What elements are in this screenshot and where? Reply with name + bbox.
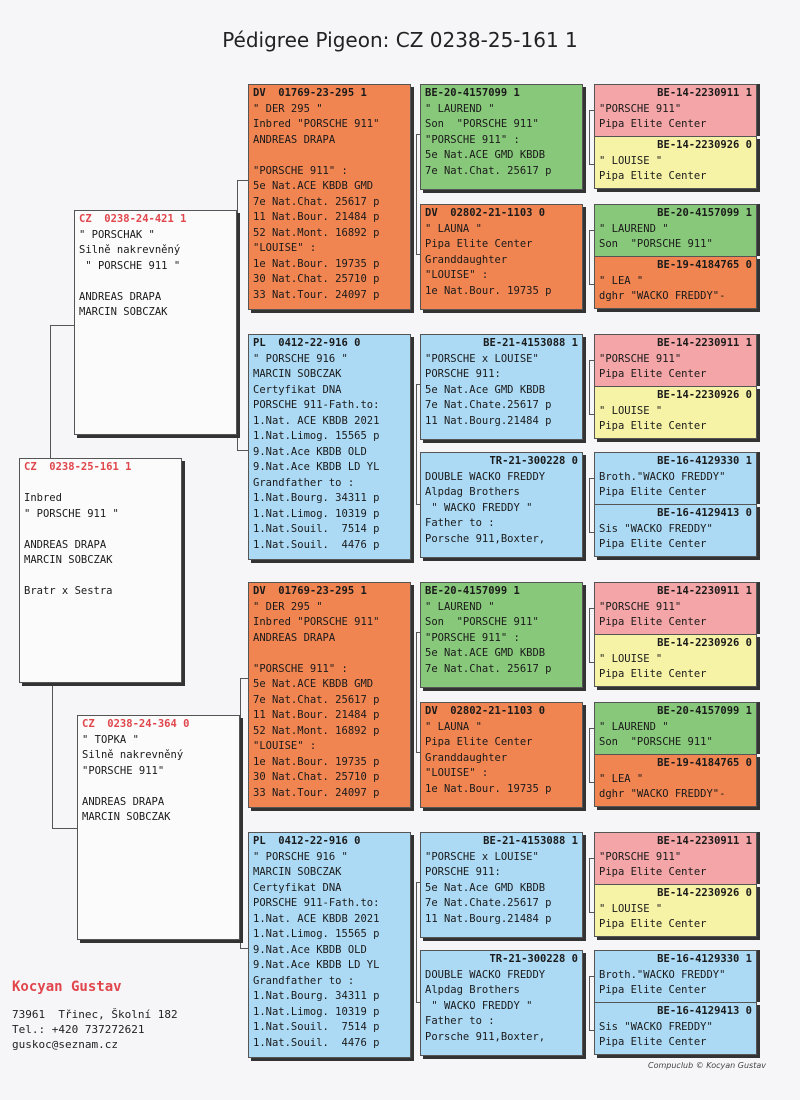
pedigree-line: Inbred xyxy=(24,492,62,504)
pedigree-line: 1.Nat.Souil. 7514 p xyxy=(253,523,380,535)
pedigree-line: "PORSCHE 911" : xyxy=(253,164,348,177)
pedigree-line: 9.Nat.Ace KBDB LD YL xyxy=(253,959,380,971)
pedigree-line: ANDREAS DRAPA xyxy=(82,795,165,808)
connector-line xyxy=(589,858,590,912)
paternal-granddam-card xyxy=(248,334,411,560)
pedigree-line: " LAUNA " xyxy=(425,720,482,733)
connector-line xyxy=(50,325,51,460)
pedigree-line: "LOUISE" : xyxy=(253,740,317,752)
connector-line xyxy=(237,180,238,450)
pedigree-line: Pipa Elite Center xyxy=(425,238,533,250)
pedigree-line: 1.Nat.Souil. 4476 p xyxy=(253,538,380,551)
pedigree-line: 11 Nat.Bourg.21484 p xyxy=(425,414,552,427)
connector-line xyxy=(589,360,590,414)
pedigree-line: "PORSCHE 911" xyxy=(82,764,165,777)
ring-number: BE-19-4184765 0 xyxy=(657,259,752,271)
pedigree-line: DOUBLE WACKO FREDDY xyxy=(425,968,546,981)
mother-card xyxy=(77,715,240,940)
pedigree-line: Sis "WACKO FREDDY" xyxy=(599,1020,713,1033)
ring-number: BE-21-4153088 1 xyxy=(483,337,578,349)
pedigree-line: 1.Nat. ACE KBDB 2021 xyxy=(253,912,380,925)
pedigree-line xyxy=(24,569,177,585)
paternal-gg-launa-card xyxy=(420,204,583,310)
ring-number: BE-21-4153088 1 xyxy=(483,835,578,847)
pedigree-line: " LOUISE " xyxy=(599,902,663,915)
pedigree-line: MARCIN SOBCZAK xyxy=(79,306,168,318)
paternal-g5-louise-card xyxy=(594,136,757,189)
pedigree-line: 1e Nat.Bour. 19735 p xyxy=(425,284,552,297)
pedigree-line: Broth."WACKO FREDDY" xyxy=(599,470,726,483)
pedigree-line: 1.Nat. ACE KBDB 2021 xyxy=(253,414,380,427)
paternal-g5-porsche911-card xyxy=(594,84,757,136)
connector-line xyxy=(589,230,590,284)
pedigree-line: 5e Nat.ACE GMD KBDB xyxy=(425,149,546,161)
pedigree-line: " PORSCHE 911 " xyxy=(24,507,119,520)
pedigree-line: 11 Nat.Bour. 21484 p xyxy=(253,211,380,223)
ring-number: BE-14-2230926 0 xyxy=(657,637,752,649)
pedigree-line: 9.Nat.Ace KBDB OLD xyxy=(253,445,367,458)
pedigree-line: 5e Nat.ACE KBDB GMD xyxy=(253,180,374,192)
ring-number: BE-16-4129330 1 xyxy=(657,455,752,467)
pedigree-line: Porsche 911,Boxter, xyxy=(425,1030,546,1043)
ring-number: BE-20-4157099 1 xyxy=(657,705,752,717)
pedigree-line: "PORSCHE x LOUISE" xyxy=(425,352,539,365)
ring-number: TR-21-300228 0 xyxy=(489,953,578,965)
pedigree-line: MARCIN SOBCZAK xyxy=(253,368,342,380)
ring-number: BE-19-4184765 0 xyxy=(657,757,752,769)
pedigree-line: 52 Nat.Mont. 16892 p xyxy=(253,724,380,737)
pedigree-line: "PORSCHE 911" : xyxy=(253,662,348,675)
pedigree-line: Pipa Elite Center xyxy=(425,736,533,748)
pedigree-line: Pipa Elite Center xyxy=(599,368,707,380)
maternal-granddam-card xyxy=(248,832,411,1058)
pedigree-line: 9.Nat.Ace KBDB OLD xyxy=(253,943,367,956)
pedigree-line: 5e Nat.ACE KBDB GMD xyxy=(253,678,374,690)
pedigree-line: Silně nakrevněný xyxy=(79,244,181,256)
pedigree-line: 30 Nat.Chat. 25710 p xyxy=(253,273,380,285)
pedigree-line: 33 Nat.Tour. 24097 p xyxy=(253,786,380,799)
pedigree-line: 1e Nat.Bour. 19735 p xyxy=(425,782,552,795)
pedigree-line: " WACKO FREDDY " xyxy=(425,999,533,1012)
pedigree-line: "PORSCHE 911" xyxy=(599,352,682,365)
maternal-g5-broth-card xyxy=(594,950,757,1002)
maternal-g5-sis-card xyxy=(594,1002,757,1055)
pedigree-line: "PORSCHE 911" : xyxy=(425,133,520,146)
breeder-contact xyxy=(12,980,178,1052)
pedigree-line: MARCIN SOBCZAK xyxy=(253,866,342,878)
connector-line xyxy=(240,948,248,949)
ring-number: BE-20-4157099 1 xyxy=(425,585,520,597)
ring-number: BE-14-2230926 0 xyxy=(657,139,752,151)
pedigree-line: "LOUISE" : xyxy=(425,269,489,281)
pedigree-line: Certyfikat DNA xyxy=(253,383,342,396)
pedigree-line: "PORSCHE x LOUISE" xyxy=(425,850,539,863)
pedigree-line: 1.Nat.Limog. 10319 p xyxy=(253,1005,380,1018)
maternal-g5b-porsche911-card xyxy=(594,832,757,884)
pedigree-line: dghr "WACKO FREDDY"- xyxy=(599,290,726,302)
pedigree-line: 30 Nat.Chat. 25710 p xyxy=(253,771,380,783)
ring-number: BE-20-4157099 1 xyxy=(657,207,752,219)
ring-number: DV 01769-23-295 1 xyxy=(253,585,367,597)
pedigree-line xyxy=(253,148,406,164)
pedigree-line: Silně nakrevněný xyxy=(82,749,184,761)
ring-number: DV 01769-23-295 1 xyxy=(253,87,367,99)
pedigree-line: Porsche 911,Boxter, xyxy=(425,532,546,545)
pedigree-line xyxy=(253,646,406,662)
pedigree-line: " LOUISE " xyxy=(599,652,663,665)
connector-line xyxy=(589,976,590,1030)
pedigree-line: " TOPKA " xyxy=(82,733,139,746)
ring-number: DV 02802-21-1103 0 xyxy=(425,207,546,219)
pedigree-line: Son "PORSCHE 911" xyxy=(425,118,539,130)
connector-line xyxy=(237,180,248,181)
pedigree-line: " LAUREND " xyxy=(425,600,495,613)
pedigree-line: ANDREAS DRAPA xyxy=(253,133,336,146)
pedigree-line: " LAUNA " xyxy=(425,222,482,235)
pedigree-line: 52 Nat.Mont. 16892 p xyxy=(253,226,380,239)
pedigree-line: "PORSCHE 911" xyxy=(599,850,682,863)
pedigree-line: Pipa Elite Center xyxy=(599,170,707,182)
ring-number: TR-21-300228 0 xyxy=(489,455,578,467)
paternal-g5b-louise-card xyxy=(594,386,757,439)
pedigree-line: 1.Nat.Limog. 15565 p xyxy=(253,430,380,442)
ring-number: BE-14-2230911 1 xyxy=(657,835,752,847)
pedigree-line: ANDREAS DRAPA xyxy=(79,290,162,303)
pedigree-line: 5e Nat.Ace GMD KBDB xyxy=(425,383,546,396)
connector-line xyxy=(416,632,417,752)
father-card xyxy=(74,210,237,435)
pedigree-line: 7e Nat.Chate.25617 p xyxy=(425,897,552,909)
pedigree-line: 5e Nat.Ace GMD KBDB xyxy=(425,881,546,894)
pedigree-line: 9.Nat.Ace KBDB LD YL xyxy=(253,461,380,473)
pedigree-line: Alpdag Brothers xyxy=(425,486,520,498)
pedigree-line: Alpdag Brothers xyxy=(425,984,520,996)
pedigree-line: ANDREAS DRAPA xyxy=(253,631,336,644)
pedigree-line: Pipa Elite Center xyxy=(599,866,707,878)
pedigree-line: " LEA " xyxy=(599,772,644,785)
connector-line xyxy=(589,608,590,662)
pedigree-line xyxy=(82,779,235,795)
pedigree-line: Bratr x Sestra xyxy=(24,585,113,597)
pedigree-line: Pipa Elite Center xyxy=(599,668,707,680)
pedigree-line: " PORSCHE 916 " xyxy=(253,352,348,365)
pedigree-line: " LAUREND " xyxy=(599,222,669,235)
pedigree-line: PORSCHE 911-Fath.to: xyxy=(253,897,380,909)
paternal-g5-sis-card xyxy=(594,504,757,557)
ring-number: BE-16-4129413 0 xyxy=(657,507,752,519)
pedigree-line: Pipa Elite Center xyxy=(599,538,707,550)
pedigree-line: Inbred "PORSCHE 911" xyxy=(253,616,380,628)
ring-number: BE-14-2230911 1 xyxy=(657,87,752,99)
pedigree-line: 1.Nat.Bourg. 34311 p xyxy=(253,492,380,504)
connector-line xyxy=(589,110,590,164)
maternal-gg-porsche-louise-card xyxy=(420,832,583,938)
maternal-grandsire-card xyxy=(248,582,411,808)
paternal-gg-wacko-card xyxy=(420,452,583,558)
maternal-gg-wacko-card xyxy=(420,950,583,1056)
pedigree-line: 5e Nat.ACE GMD KBDB xyxy=(425,647,546,659)
pedigree-line: Grandfather to : xyxy=(253,974,355,987)
pedigree-line: dghr "WACKO FREDDY"- xyxy=(599,788,726,800)
pedigree-line: 7e Nat.Chat. 25617 p xyxy=(425,164,552,177)
pedigree-line: 1.Nat.Souil. 4476 p xyxy=(253,1036,380,1049)
paternal-g5-broth-card xyxy=(594,452,757,504)
pedigree-line: PORSCHE 911: xyxy=(425,368,501,380)
pedigree-line: Father to : xyxy=(425,1015,495,1027)
connector-line xyxy=(589,728,590,782)
pedigree-line: Granddaughter xyxy=(425,751,508,764)
pedigree-line: Father to : xyxy=(425,517,495,529)
pedigree-line: "LOUISE" : xyxy=(425,767,489,779)
pedigree-line: Pipa Elite Center xyxy=(599,486,707,498)
pedigree-line: Certyfikat DNA xyxy=(253,881,342,894)
pedigree-line: "PORSCHE 911" xyxy=(599,102,682,115)
pedigree-line: 1e Nat.Bour. 19735 p xyxy=(253,257,380,270)
pedigree-line: " LEA " xyxy=(599,274,644,287)
pedigree-line: "LOUISE" : xyxy=(253,242,317,254)
ring-number: CZ 0238-25-161 1 xyxy=(24,461,132,473)
pedigree-line: " PORSCHE 916 " xyxy=(253,850,348,863)
connector-line xyxy=(416,384,417,504)
footer-credit: Compuclub © Kocyan Gustav xyxy=(648,1061,766,1070)
breeder-phone: Tel.: +420 737272621 xyxy=(12,1023,145,1036)
pedigree-line: 7e Nat.Chat. 25617 p xyxy=(253,693,380,706)
pedigree-line: "PORSCHE 911" xyxy=(599,600,682,613)
connector-line xyxy=(52,683,53,828)
maternal-g5-porsche911-card xyxy=(594,582,757,634)
pedigree-line: Pipa Elite Center xyxy=(599,420,707,432)
pedigree-line: " LAUREND " xyxy=(425,102,495,115)
ring-number: BE-14-2230911 1 xyxy=(657,585,752,597)
pedigree-line: Granddaughter xyxy=(425,253,508,266)
pedigree-line: " LAUREND " xyxy=(599,720,669,733)
pedigree-line: " DER 295 " xyxy=(253,600,323,613)
pedigree-line: " WACKO FREDDY " xyxy=(425,501,533,514)
ring-number: CZ 0238-24-364 0 xyxy=(82,718,190,730)
ring-number: PL 0412-22-916 0 xyxy=(253,337,361,349)
pedigree-line: 1.Nat.Limog. 10319 p xyxy=(253,507,380,520)
pedigree-line: 11 Nat.Bour. 21484 p xyxy=(253,709,380,721)
pedigree-line xyxy=(79,274,232,290)
breeder-email[interactable]: guskoc@seznam.cz xyxy=(12,1038,118,1051)
paternal-g5b-porsche911-card xyxy=(594,334,757,386)
pedigree-line: Pipa Elite Center xyxy=(599,984,707,996)
connector-line xyxy=(416,134,417,254)
pedigree-line: MARCIN SOBCZAK xyxy=(82,811,171,823)
ring-number: BE-16-4129413 0 xyxy=(657,1005,752,1017)
maternal-g5-lea-card xyxy=(594,754,757,807)
pedigree-line: PORSCHE 911: xyxy=(425,866,501,878)
pedigree-line: Pipa Elite Center xyxy=(599,918,707,930)
maternal-g5b-louise-card xyxy=(594,884,757,937)
pedigree-line: PORSCHE 911-Fath.to: xyxy=(253,399,380,411)
pedigree-line: Pipa Elite Center xyxy=(599,1036,707,1048)
maternal-g5-laurend-card xyxy=(594,702,757,754)
pedigree-line: 1.Nat.Limog. 15565 p xyxy=(253,928,380,940)
pedigree-line xyxy=(24,476,177,492)
pedigree-line: Pipa Elite Center xyxy=(599,118,707,130)
ring-number: BE-16-4129330 1 xyxy=(657,953,752,965)
pedigree-line: " PORSCHAK " xyxy=(79,228,155,241)
connector-line xyxy=(240,678,248,679)
ring-number: BE-14-2230911 1 xyxy=(657,337,752,349)
connector-line xyxy=(589,478,590,532)
pedigree-line: Broth."WACKO FREDDY" xyxy=(599,968,726,981)
subject-pigeon-card xyxy=(19,458,182,683)
breeder-name: Kocyan Gustav xyxy=(12,979,122,995)
connector-line xyxy=(237,450,248,451)
ring-number: BE-20-4157099 1 xyxy=(425,87,520,99)
pedigree-line: 1.Nat.Souil. 7514 p xyxy=(253,1021,380,1033)
ring-number: CZ 0238-24-421 1 xyxy=(79,213,187,225)
maternal-gg-laurend-card xyxy=(420,582,583,688)
connector-line xyxy=(240,678,241,948)
connector-line xyxy=(416,882,417,1002)
pedigree-line: " LOUISE " xyxy=(599,404,663,417)
paternal-g5-laurend-card xyxy=(594,204,757,256)
pedigree-line: 33 Nat.Tour. 24097 p xyxy=(253,288,380,301)
paternal-g5-lea-card xyxy=(594,256,757,309)
connector-line xyxy=(52,828,77,829)
pedigree-line: 7e Nat.Chat. 25617 p xyxy=(253,195,380,208)
pedigree-line: DOUBLE WACKO FREDDY xyxy=(425,470,546,483)
pedigree-line: Son "PORSCHE 911" xyxy=(425,616,539,628)
pedigree-line: 7e Nat.Chate.25617 p xyxy=(425,399,552,411)
ring-number: PL 0412-22-916 0 xyxy=(253,835,361,847)
breeder-address: 73961 Třinec, Školní 182 xyxy=(12,1008,178,1021)
pedigree-line: Pipa Elite Center xyxy=(599,616,707,628)
pedigree-line: 11 Nat.Bourg.21484 p xyxy=(425,912,552,925)
pedigree-line: Sis "WACKO FREDDY" xyxy=(599,522,713,535)
ring-number: BE-14-2230926 0 xyxy=(657,887,752,899)
pedigree-line: " DER 295 " xyxy=(253,102,323,115)
page-title: Pédigree Pigeon: CZ 0238-25-161 1 xyxy=(222,28,578,52)
pedigree-line: 7e Nat.Chat. 25617 p xyxy=(425,662,552,675)
pedigree-line: "PORSCHE 911" : xyxy=(425,631,520,644)
pedigree-line: Grandfather to : xyxy=(253,476,355,489)
pedigree-line: Son "PORSCHE 911" xyxy=(599,736,713,748)
pedigree-line: 1e Nat.Bour. 19735 p xyxy=(253,755,380,768)
pedigree-line: " LOUISE " xyxy=(599,154,663,167)
paternal-gg-laurend-card xyxy=(420,84,583,190)
pedigree-line: 1.Nat.Bourg. 34311 p xyxy=(253,990,380,1002)
pedigree-line: Inbred "PORSCHE 911" xyxy=(253,118,380,130)
maternal-gg-launa-card xyxy=(420,702,583,808)
ring-number: DV 02802-21-1103 0 xyxy=(425,705,546,717)
pedigree-line: MARCIN SOBCZAK xyxy=(24,554,113,566)
paternal-gg-porsche-louise-card xyxy=(420,334,583,440)
connector-line xyxy=(50,325,74,326)
paternal-grandsire-card xyxy=(248,84,411,310)
pedigree-line: " PORSCHE 911 " xyxy=(79,259,181,272)
pedigree-line: ANDREAS DRAPA xyxy=(24,538,107,551)
ring-number: BE-14-2230926 0 xyxy=(657,389,752,401)
pedigree-line: Son "PORSCHE 911" xyxy=(599,238,713,250)
pedigree-line xyxy=(24,522,177,538)
maternal-g5-louise-card xyxy=(594,634,757,687)
